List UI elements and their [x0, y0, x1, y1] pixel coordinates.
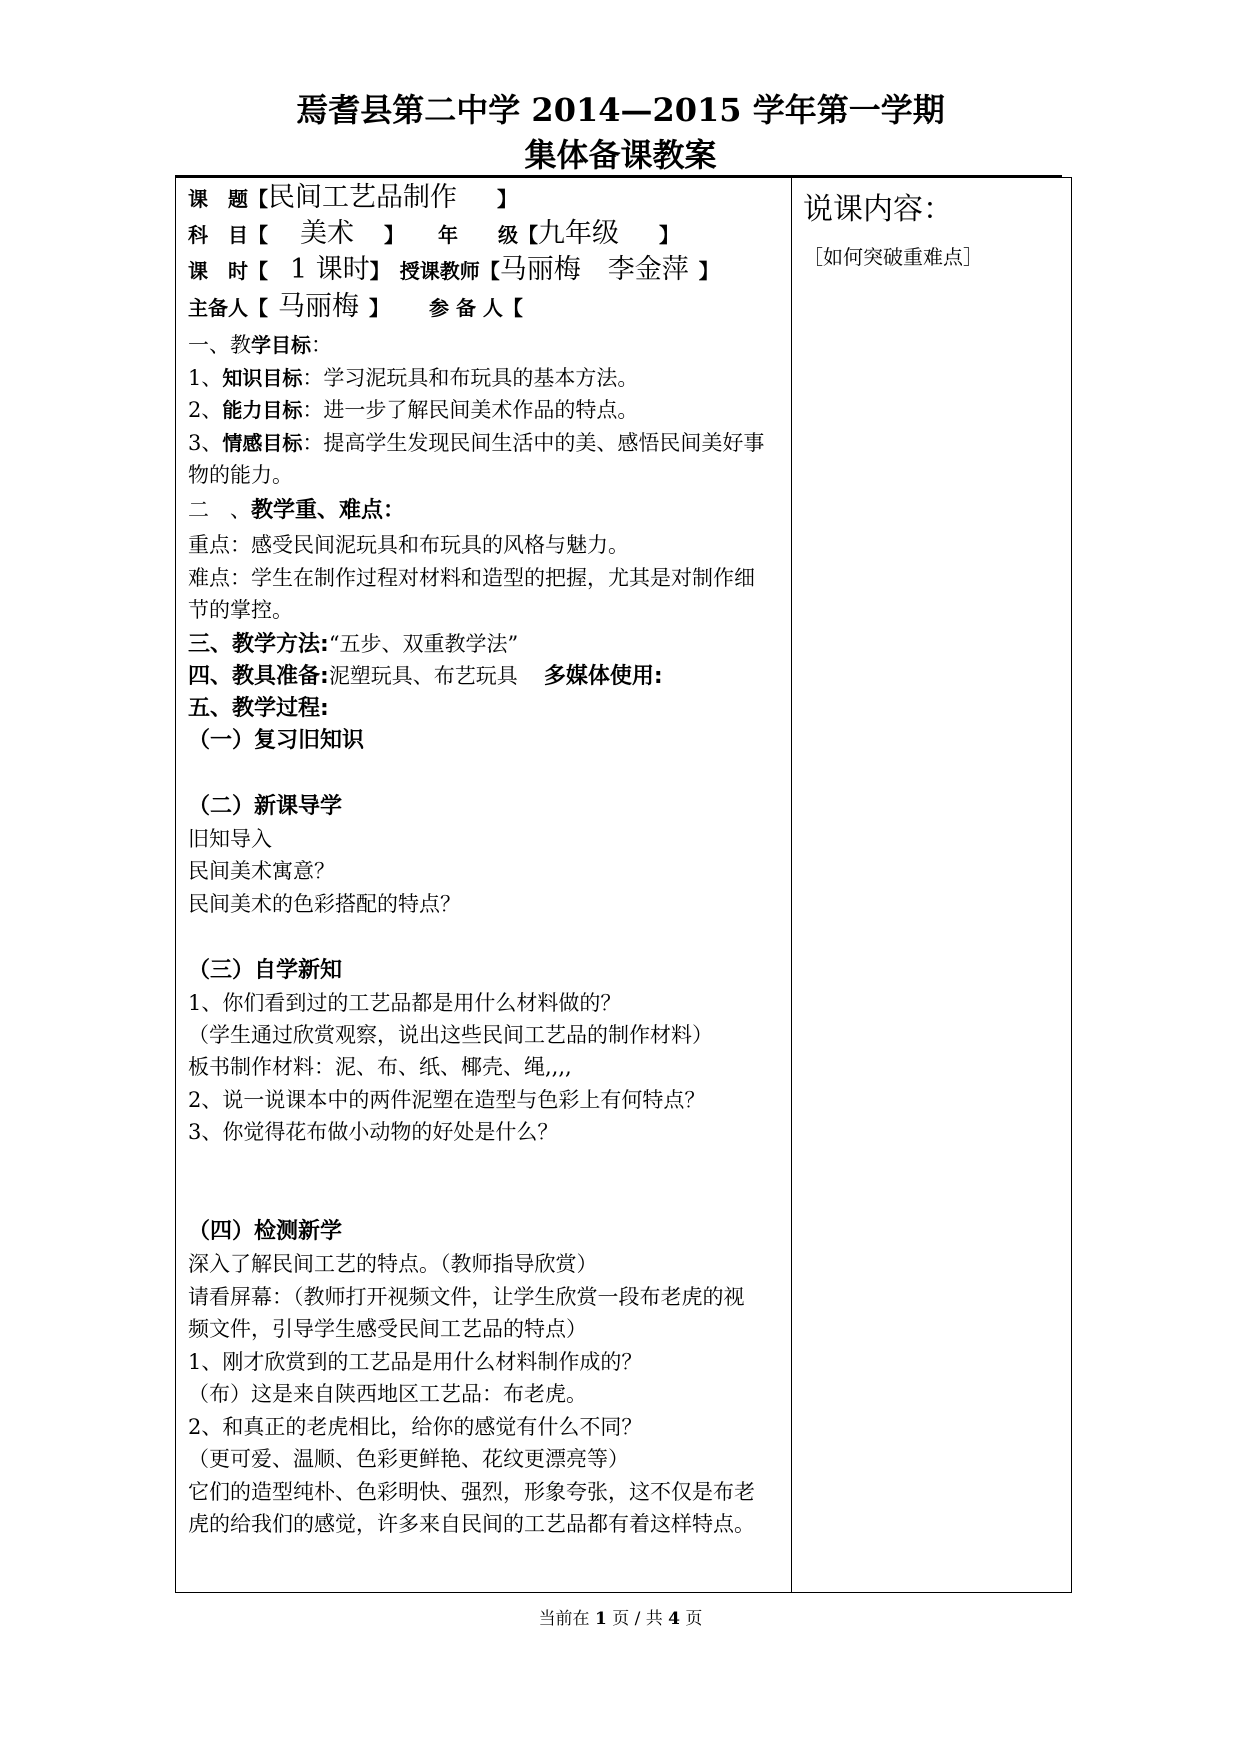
list-item: 1、你们看到过的工艺品都是用什么材料做的？	[188, 991, 622, 1015]
list-item: 民间美术寓意？	[188, 859, 335, 883]
teacher-value: 马丽梅 李金萍	[499, 254, 689, 285]
document-subtitle: 集体备课教案	[524, 136, 717, 174]
process-section-review: （一）复习旧知识	[188, 728, 365, 753]
participants-label: 参 备 人【	[429, 296, 523, 320]
lesson-plan-right-column	[803, 190, 1063, 272]
column-divider	[791, 177, 792, 1593]
sidebar-heading: 说课内容：	[803, 192, 953, 227]
subject-row: 科 目【 美术 】 年 级【九年级 】	[188, 218, 679, 249]
keypoint-difficulty: 难点：学生在制作过程对材料和造型的把握，尤其是对制作细	[188, 566, 755, 590]
keypoint-difficulty-cont: 节的掌控。	[188, 598, 293, 622]
list-item: 2、和真正的老虎相比，给你的感觉有什么不同？	[188, 1415, 643, 1439]
grade-value: 九年级	[538, 218, 619, 249]
list-item: 民间美术的色彩搭配的特点？	[188, 892, 461, 916]
list-item: 1、刚才欣赏到的工艺品是用什么材料制作成的？	[188, 1350, 643, 1374]
document-title: 焉耆县第二中学 2014—2015 学年第一学期	[296, 91, 945, 129]
list-item: 虎的给我们的感觉，许多来自民间的工艺品都有着这样特点。	[188, 1512, 755, 1536]
list-item: 频文件，引导学生感受民间工艺品的特点）	[188, 1317, 587, 1341]
list-item: （更可爱、温顺、色彩更鲜艳、花纹更漂亮等）	[188, 1447, 629, 1471]
hours-value: 1 课时	[290, 254, 370, 285]
list-item: （布）这是来自陕西地区工艺品：布老虎。	[188, 1382, 587, 1406]
process-section-self-study: （三）自学新知	[188, 958, 343, 983]
goal-emotion-cont: 物的能力。	[188, 463, 293, 487]
goal-ability: 2、能力目标：进一步了解民间美术作品的特点。	[188, 398, 639, 422]
current-page: 1	[594, 1609, 607, 1629]
keypoints-heading: 二 、教学重、难点：	[188, 498, 406, 523]
list-item: 旧知导入	[188, 827, 272, 851]
tools-row: 四、教具准备:泥塑玩具、布艺玩具 多媒体使用:	[188, 664, 663, 689]
sidebar-note: ［如何突破重难点］	[803, 245, 983, 269]
list-item: 它们的造型纯朴、色彩明快、强烈，形象夸张，这不仅是布老	[188, 1480, 755, 1504]
media-label: 多媒体使用:	[543, 664, 663, 689]
subject-value: 美术	[300, 218, 354, 249]
keypoint-focus: 重点：感受民间泥玩具和布玩具的风格与魅力。	[188, 533, 629, 557]
goal-emotion: 3、情感目标：提高学生发现民间生活中的美、感悟民间美好事	[188, 431, 765, 455]
goals-heading: 一、教学目标：	[188, 333, 332, 357]
method-row: 三、教学方法:“五步、双重教学法”	[188, 632, 519, 657]
teacher-label: 授课教师【	[399, 259, 500, 283]
goal-knowledge: 1、知识目标：学习泥玩具和布玩具的基本方法。	[188, 366, 639, 390]
hours-row: 课 时【 1 课时】 授课教师【马丽梅 李金萍 】	[188, 254, 719, 285]
list-item: （学生通过欣赏观察，说出这些民间工艺品的制作材料）	[188, 1023, 713, 1047]
list-item: 请看屏幕：（教师打开视频文件，让学生欣赏一段布老虎的视	[188, 1285, 745, 1309]
list-item: 深入了解民间工艺的特点。（教师指导欣赏）	[188, 1252, 598, 1276]
list-item: 2、说一说课本中的两件泥塑在造型与色彩上有何特点？	[188, 1088, 706, 1112]
process-section-new-lesson: （二）新课导学	[188, 794, 343, 819]
topic-value: 民间工艺品制作	[268, 182, 457, 213]
list-item: 3、你觉得花布做小动物的好处是什么？	[188, 1120, 559, 1144]
preparer-value: 马丽梅	[278, 291, 359, 322]
topic-row: 课 题【民间工艺品制作 】	[188, 182, 517, 213]
process-heading: 五、教学过程:	[188, 696, 329, 721]
process-section-check: （四）检测新学	[188, 1219, 343, 1244]
grade-label: 年 级【	[438, 223, 538, 247]
page-indicator: 当前在 1 页 / 共 4 页	[538, 1609, 703, 1629]
list-item: 板书制作材料：泥、布、纸、椰壳、绳,,,,	[188, 1055, 572, 1079]
total-pages: 4	[668, 1609, 681, 1629]
preparer-row: 主备人【 马丽梅 】 参 备 人【	[188, 291, 523, 322]
